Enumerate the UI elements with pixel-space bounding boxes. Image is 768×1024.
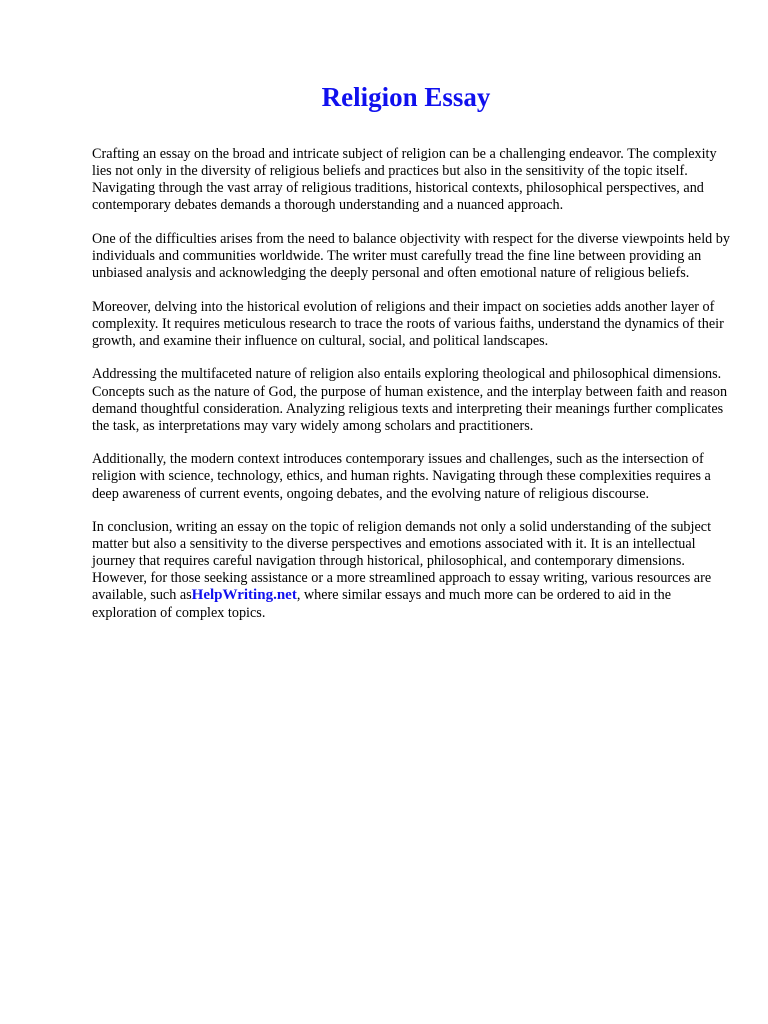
paragraph-conclusion [92,519,732,622]
helpwriting-link[interactable]: HelpWriting.net [191,587,297,604]
paragraph-theology: Addressing the multifaceted nature of religion also entails exploring theological and philosophical dimensions. Concepts such as the nature of God, the purpose of human existence, and the interplay between faith and reason demand thoughtful consideration. Analyzing religious texts and interpreting their meanings further complicates the task, as interpretations may vary widely among scholars and practitioners. [92,366,728,434]
conclusion-text: In conclusion, writing an essay on the topic of religion demands not only a solid understanding of the subject matter but also a sensitivity to the diverse perspectives and emotions associated with it. It is an intellectual journey that requires careful navigation through historical, philosophical, and contemporary dimensions. However, for those seeking assistance or a more streamlined approach to essay writing, various resources are available, such as [92,519,712,604]
conclusion-text-end: , where similar essays and much more can be ordered to aid in the exploration of complex topics. [92,587,672,621]
page-title: Religion Essay [321,82,491,112]
paragraph-modern-context: Additionally, the modern context introduces contemporary issues and challenges, such as the intersection of religion with science, technology, ethics, and human rights. Navigating through these complexities requires a deep awareness of current events, ongoing debates, and the evolving nature of religious discourse. [92,451,711,502]
essay-body [92,146,732,638]
paragraph-history: Moreover, delving into the historical evolution of religions and their impact on societies adds another layer of complexity. It requires meticulous research to trace the roots of various faiths, understand the dynamics of their growth, and examine their influence on cultural, social, and political landscapes. [92,298,724,349]
paragraph-objectivity: One of the difficulties arises from the need to balance objectivity with respect for the diverse viewpoints held by individuals and communities worldwide. The writer must carefully tread the fine line between providing an unbiased analysis and acknowledging the deeply personal and often emotional nature of religious beliefs. [92,230,730,282]
paragraph-intro: Crafting an essay on the broad and intricate subject of religion can be a challenging endeavor. The complexity lies not only in the diversity of religious beliefs and practices but also in the sensitivity of the topic itself. Navigating through the vast array of religious traditions, historical contexts, philosophical perspectives, and contemporary debates demands a thorough understanding and a nuanced approach. [92,146,717,214]
